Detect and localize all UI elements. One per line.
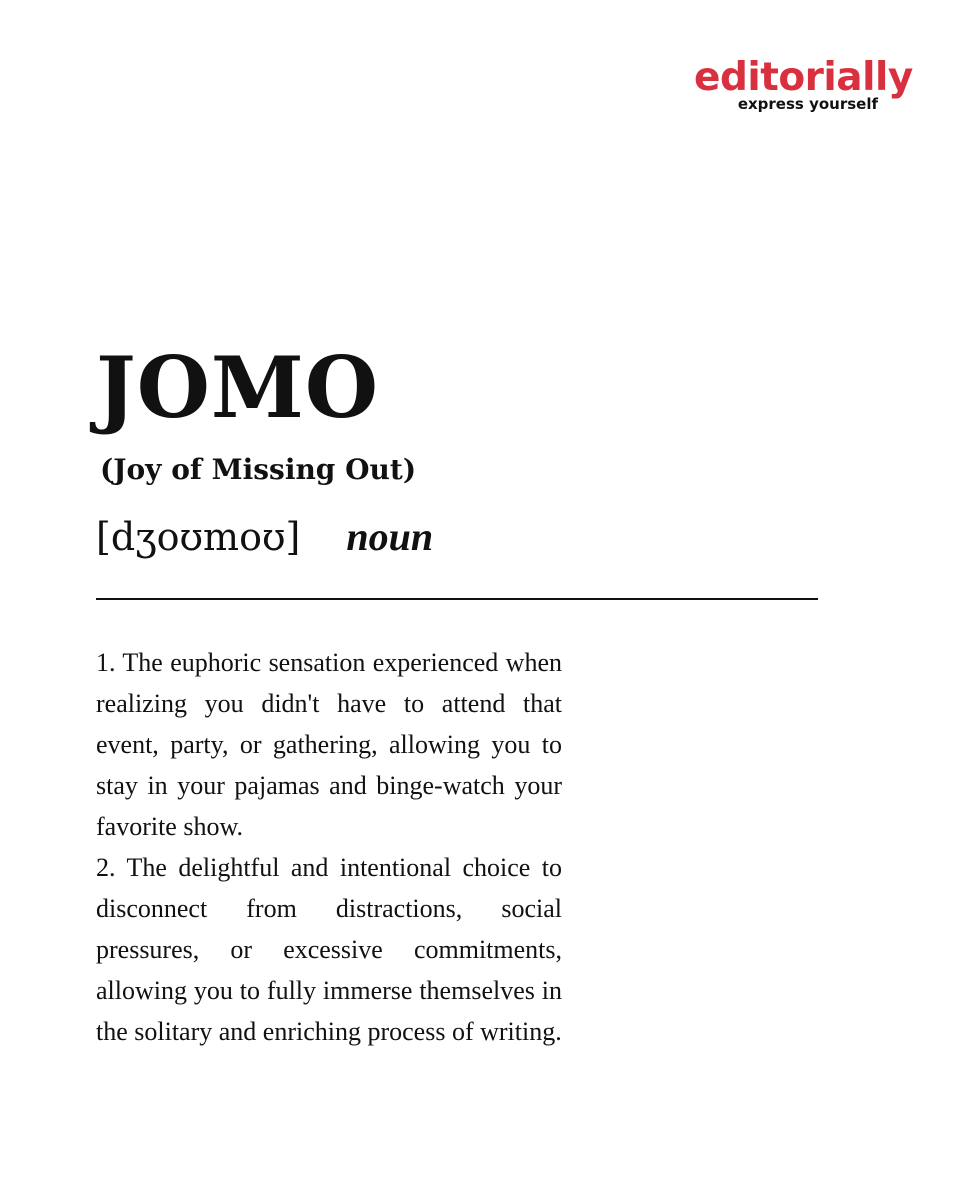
pronunciation: [dʒoʊmoʊ] <box>96 515 301 559</box>
logo-tagline: express yourself <box>737 95 878 113</box>
part-of-speech: noun <box>346 514 434 559</box>
definition-1: 1. The euphoric sensation experienced when realizing you didn't have to attend that event, party, or gathering, allowing you to stay in your pajamas and binge-watch your favorite show. <box>96 648 562 841</box>
headword: JOMO <box>96 338 380 437</box>
acronym-expansion: (Joy of Missing Out) <box>100 453 417 486</box>
divider <box>96 598 818 600</box>
pronunciation-line <box>96 510 433 564</box>
definitions <box>96 642 562 1052</box>
logo-wordmark: editorially <box>694 55 913 100</box>
brand-logo <box>694 55 913 113</box>
definition-2: 2. The delightful and intentional choice to disconnect from distractions, social pressures, or excessive commitments, allowing you to fully immerse themselves in the solitary and enriching process of writing. <box>96 853 562 1046</box>
